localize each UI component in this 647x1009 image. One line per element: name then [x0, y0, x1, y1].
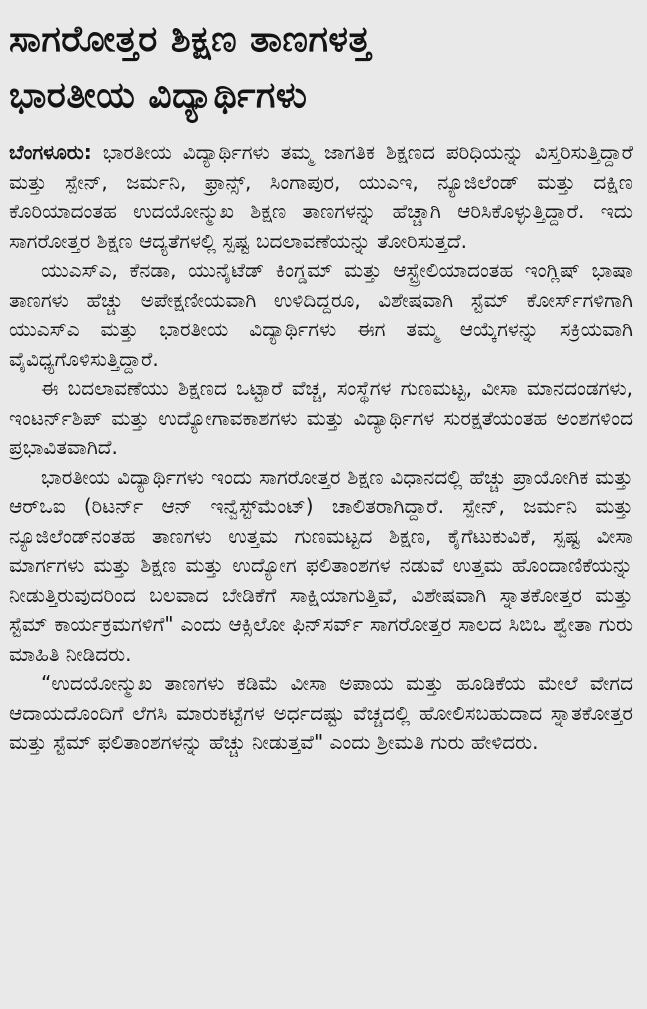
article-paragraph-2: ಯುಎಸ್ಎ, ಕೆನಡಾ, ಯುನೈಟೆಡ್ ಕಿಂಗ್ಡಮ್ ಮತ್ತು ಆಸ್ಟ್ರೇಲಿಯಾದಂತಹ ಇಂಗ್ಲಿಷ್ ಭಾಷಾ ತಾಣಗಳು ಹೆಚ್ಚು ಅಪೇಕ್ಷಣೀಯವಾಗಿ ಉಳಿದಿದ್ದರೂ, ವಿಶೇಷವಾಗಿ ಸ್ಟೆಮ್ ಕೋರ್ಸ್‌ಗಳಿಗಾಗಿ ಯುಎಸ್ಎ ಮತ್ತು ಭಾರತೀಯ ವಿದ್ಯಾರ್ಥಿಗಳು ಈಗ ತಮ್ಮ ಆಯ್ಕೆಗಳನ್ನು ಸಕ್ರಿಯವಾಗಿ ವೈವಿಧ್ಯಗೊಳಿಸುತ್ತಿದ್ದಾರೆ. [9, 258, 633, 371]
article-paragraph-5: “ಉದಯೋನ್ಮುಖ ತಾಣಗಳು ಕಡಿಮೆ ವೀಸಾ ಅಪಾಯ ಮತ್ತು ಹೂಡಿಕೆಯ ಮೇಲೆ ವೇಗದ ಆದಾಯದೊಂದಿಗೆ ಲೆಗಸಿ ಮಾರುಕಟ್ಟೆಗಳ ಅರ್ಧದಷ್ಟು ವೆಚ್ಚದಲ್ಲಿ ಹೋಲಿಸಬಹುದಾದ ಸ್ನಾತಕೋತ್ತರ ಮತ್ತು ಸ್ಟೆಮ್ ಫಲಿತಾಂಶಗಳನ್ನು ಹೆಚ್ಚು ನೀಡುತ್ತವೆ" ಎಂದು ಶ್ರೀಮತಿ ಗುರು ಹೇಳಿದರು. [9, 671, 633, 754]
headline [9, 12, 633, 124]
headline-line-2: ಭಾರತೀಯ ವಿದ್ಯಾರ್ಥಿಗಳು [9, 75, 308, 116]
dateline: ಬೆಂಗಳೂರು: [9, 140, 92, 164]
paragraph-1-text: ಭಾರತೀಯ ವಿದ್ಯಾರ್ಥಿಗಳು ತಮ್ಮ ಜಾಗತಿಕ ಶಿಕ್ಷಣದ ಪರಿಧಿಯನ್ನು ವಿಸ್ತರಿಸುತ್ತಿದ್ದಾರೆ ಮತ್ತು ಸ್ಪೇನ್, ಜರ್ಮನಿ, ಫ್ರಾನ್ಸ್, ಸಿಂಗಾಪುರ, ಯುಎಇ, ನ್ಯೂಜಿಲೆಂಡ್ ಮತ್ತು ದಕ್ಷಿಣ ಕೊರಿಯಾದಂತಹ ಉದಯೋನ್ಮುಖ ಶಿಕ್ಷಣ ತಾಣಗಳನ್ನು ಹೆಚ್ಚಾಗಿ ಆರಿಸಿಕೊಳ್ಳುತ್ತಿದ್ದಾರೆ. ಇದು ಸಾಗರೋತ್ತರ ಶಿಕ್ಷಣ ಆದ್ಯತೆಗಳಲ್ಲಿ ಸ್ಪಷ್ಟ ಬದಲಾವಣೆಯನ್ನು ತೋರಿಸುತ್ತದೆ. [9, 140, 633, 253]
article-paragraph-4: ಭಾರತೀಯ ವಿದ್ಯಾರ್ಥಿಗಳು ಇಂದು ಸಾಗರೋತ್ತರ ಶಿಕ್ಷಣ ವಿಧಾನದಲ್ಲಿ ಹೆಚ್ಚು ಪ್ರಾಯೋಗಿಕ ಮತ್ತು ಆರ್‌ಒಐ (ರಿಟರ್ನ್ ಆನ್ ಇನ್ವೆಸ್ಟ್‌ಮೆಂಟ್) ಚಾಲಿತರಾಗಿದ್ದಾರೆ. ಸ್ಪೇನ್, ಜರ್ಮನಿ ಮತ್ತು ನ್ಯೂಜಿಲೆಂಡ್‌ನಂತಹ ತಾಣಗಳು ಉತ್ತಮ ಗುಣಮಟ್ಟದ ಶಿಕ್ಷಣ, ಕೈಗೆಟುಕುವಿಕೆ, ಸ್ಪಷ್ಟ ವೀಸಾ ಮಾರ್ಗಗಳು ಮತ್ತು ಶಿಕ್ಷಣ ಮತ್ತು ಉದ್ಯೋಗ ಫಲಿತಾಂಶಗಳ ನಡುವೆ ಉತ್ತಮ ಹೊಂದಾಣಿಕೆಯನ್ನು ನೀಡುತ್ತಿರುವುದರಿಂದ ಬಲವಾದ ಬೇಡಿಕೆಗೆ ಸಾಕ್ಷಿಯಾಗುತ್ತಿವೆ, ವಿಶೇಷವಾಗಿ ಸ್ನಾತಕೋತ್ತರ ಮತ್ತು ಸ್ಟೆಮ್ ಕಾರ್ಯಕ್ರಮಗಳಿಗೆ" ಎಂದು ಆಕ್ಸಿಲೋ ಫಿನ್‌ಸರ್ವ್ ಸಾಗರೋತ್ತರ ಸಾಲದ ಸಿಬಿಒ ಶ್ವೇತಾ ಗುರು ಮಾಹಿತಿ ನೀಡಿದರು. [9, 464, 633, 666]
article-paragraph-1 [9, 138, 633, 256]
article-body [9, 138, 633, 758]
article-paragraph-3: ಈ ಬದಲಾವಣೆಯು ಶಿಕ್ಷಣದ ಒಟ್ಟಾರೆ ವೆಚ್ಚ, ಸಂಸ್ಥೆಗಳ ಗುಣಮಟ್ಟ, ವೀಸಾ ಮಾನದಂಡಗಳು, ಇಂಟರ್ನ್‌ಶಿಪ್ ಮತ್ತು ಉದ್ಯೋಗಾವಕಾಶಗಳು ಮತ್ತು ವಿದ್ಯಾರ್ಥಿಗಳ ಸುರಕ್ಷತೆಯಂತಹ ಅಂಶಗಳಿಂದ ಪ್ರಭಾವಿತವಾಗಿದೆ. [9, 376, 633, 459]
headline-line-1: ಸಾಗರೋತ್ತರ ಶಿಕ್ಷಣ ತಾಣಗಳತ್ತ [9, 19, 372, 60]
